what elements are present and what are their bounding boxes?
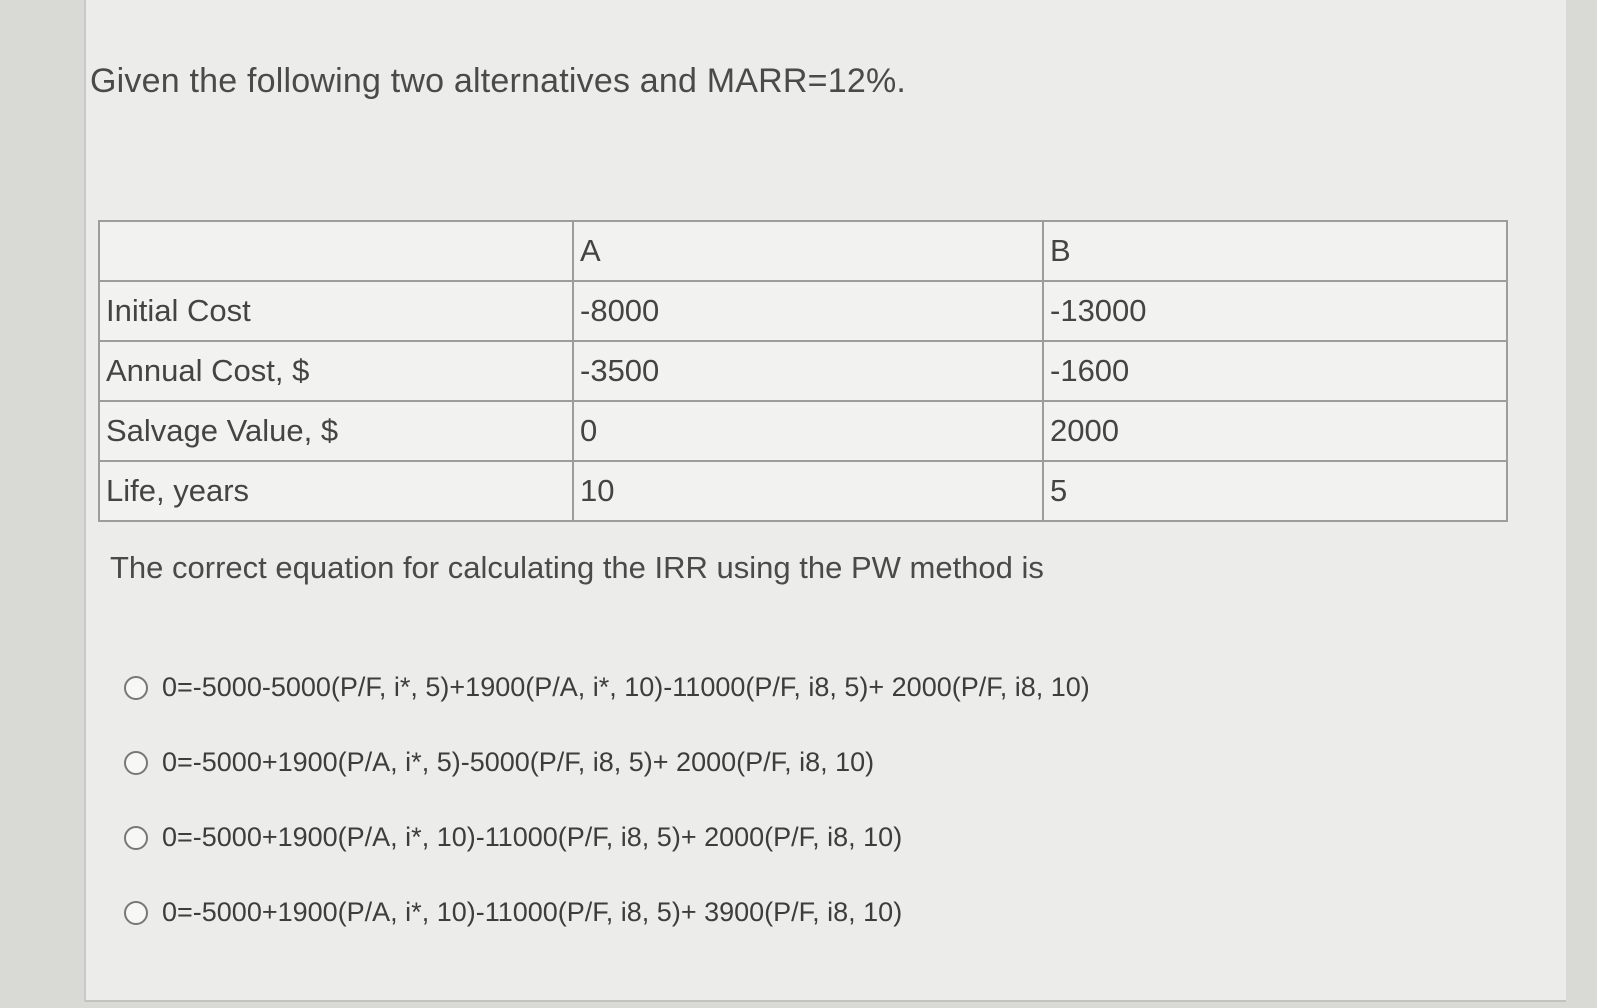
row-label: Salvage Value, $ (99, 401, 573, 461)
radio-button[interactable] (124, 751, 148, 775)
cell-b: -13000 (1043, 281, 1507, 341)
answer-option-3[interactable] (124, 800, 1534, 875)
radio-button[interactable] (124, 676, 148, 700)
row-label: Life, years (99, 461, 573, 521)
question-prompt: Given the following two alternatives and MARR=12%. (90, 62, 907, 100)
table-row (99, 401, 1507, 461)
table-header-row (99, 221, 1507, 281)
alternatives-table (98, 220, 1508, 522)
answer-option-1[interactable] (124, 650, 1534, 725)
answer-option-label: 0=-5000-5000(P/F, i*, 5)+1900(P/A, i*, 10)-11000(P/F, i8, 5)+ 2000(P/F, i8, 10) (162, 672, 1090, 702)
table-row (99, 281, 1507, 341)
answer-options (124, 650, 1534, 950)
cell-a: -8000 (573, 281, 1043, 341)
cell-b: -1600 (1043, 341, 1507, 401)
row-label: Initial Cost (99, 281, 573, 341)
answer-option-2[interactable] (124, 725, 1534, 800)
cell-a: 10 (573, 461, 1043, 521)
header-cell-b: B (1043, 221, 1507, 281)
cell-a: -3500 (573, 341, 1043, 401)
cell-b: 2000 (1043, 401, 1507, 461)
answer-option-label: 0=-5000+1900(P/A, i*, 10)-11000(P/F, i8, 5)+ 3900(P/F, i8, 10) (162, 897, 903, 927)
header-cell-a: A (573, 221, 1043, 281)
cell-b: 5 (1043, 461, 1507, 521)
header-cell-label (99, 221, 573, 281)
answer-option-label: 0=-5000+1900(P/A, i*, 5)-5000(P/F, i8, 5)+ 2000(P/F, i8, 10) (162, 747, 875, 777)
answer-option-4[interactable] (124, 875, 1534, 950)
cell-a: 0 (573, 401, 1043, 461)
radio-button[interactable] (124, 826, 148, 850)
table-row (99, 461, 1507, 521)
question-text: The correct equation for calculating the IRR using the PW method is (110, 550, 1044, 585)
answer-option-label: 0=-5000+1900(P/A, i*, 10)-11000(P/F, i8, 5)+ 2000(P/F, i8, 10) (162, 822, 903, 852)
row-label: Annual Cost, $ (99, 341, 573, 401)
radio-button[interactable] (124, 901, 148, 925)
table-row (99, 341, 1507, 401)
